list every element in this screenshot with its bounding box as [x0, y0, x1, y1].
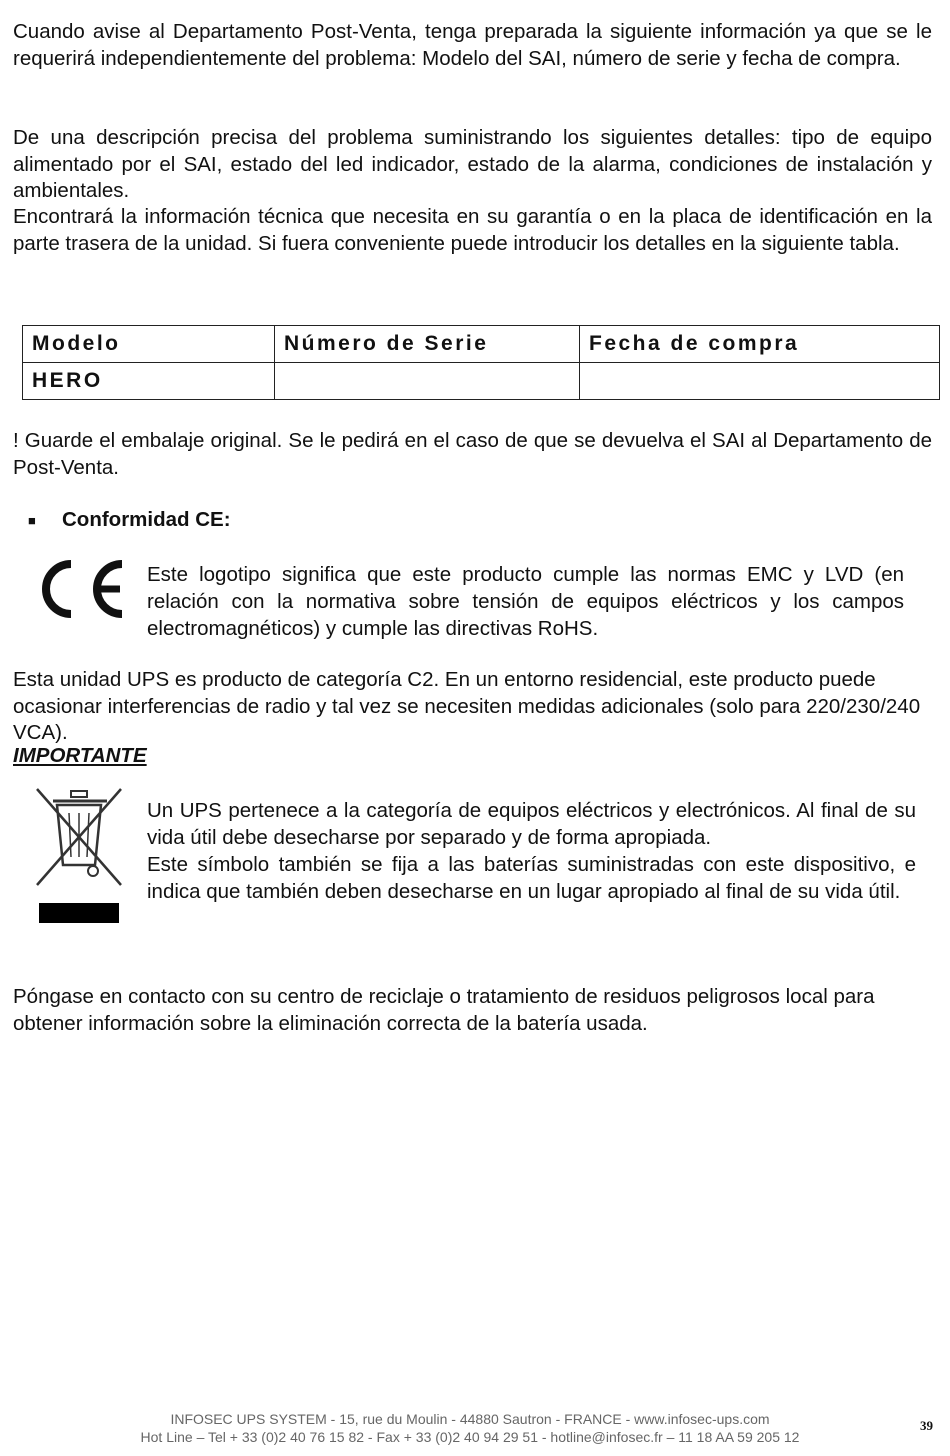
footer-hotline: Hot Line – Tel + 33 (0)2 40 76 15 82 - Fax + 33 (0)2 40 94 29 51 - hotline@infosec.fr – 11 18 AA 59 205 12: [140, 1429, 800, 1445]
table-cell-purchase-date: [580, 363, 940, 400]
bullet-square-icon: ■: [28, 513, 36, 528]
paragraph-keep-packaging: ! Guarde el embalaje original. Se le pedirá en el caso de que se devuelva el SAI al Departamento de Post-Venta.: [13, 429, 932, 479]
paragraph-problem-details: De una descripción precisa del problema suministrando los siguientes detalles: tipo de equipo alimentado por el SAI, estado del led indicador, estado de la alarma, condiciones de instalación y ambientales.: [13, 126, 932, 202]
paragraph-warranty-info: Cuando avise al Departamento Post-Venta, tenga preparada la siguiente información ya que se le requerirá independientemente del problema: Modelo del SAI, número de serie y fecha de compra.: [13, 20, 932, 70]
weee-description: [147, 797, 916, 905]
ce-heading: Conformidad CE:: [62, 508, 231, 531]
important-heading: IMPORTANTE: [13, 744, 147, 767]
page-footer: [60, 1410, 880, 1446]
table-header-serial: Número de Serie: [275, 326, 580, 363]
table-header-model: Modelo: [23, 326, 275, 363]
ce-description: Este logotipo significa que este producto cumple las normas EMC y LVD (en relación con la normativa sobre tensión de equipos eléctricos y los campos electromagnéticos) y cumple las directivas RoHS.: [147, 563, 904, 640]
paragraph-technical-info: Encontrará la información técnica que necesita en su garantía o en la placa de identificación en la parte trasera de la unidad. Si fuera conveniente puede introducir los detalles en la siguiente tabla.: [13, 205, 932, 255]
footer-address: INFOSEC UPS SYSTEM - 15, rue du Moulin - 44880 Sautron - FRANCE - www.infosec-ups.com: [170, 1411, 770, 1427]
weee-text-line-2: Este símbolo también se fija a las baterías suministradas con este dispositivo, e indica que también deben desecharse en un lugar apropiado al final de su vida útil.: [147, 853, 916, 903]
table-cell-serial: [275, 363, 580, 400]
crossed-out-wheelie-bin-icon: [33, 785, 125, 929]
paragraph-category-c2: Esta unidad UPS es producto de categoría C2. En un entorno residencial, este producto puede ocasionar interferencias de radio y tal vez se necesiten medidas adicionales (solo para 220/230/240 VCA).: [13, 668, 921, 744]
product-info-table: [22, 325, 940, 400]
table-row: [23, 363, 940, 400]
page-number: 39: [920, 1418, 933, 1433]
table-cell-model: HERO: [23, 363, 275, 400]
paragraph-recycling-contact: Póngase en contacto con su centro de reciclaje o tratamiento de residuos peligrosos local para obtener información sobre la eliminación correcta de la batería usada.: [13, 985, 875, 1035]
ce-mark-icon: [38, 556, 126, 622]
weee-text-line-1: Un UPS pertenece a la categoría de equipos eléctricos y electrónicos. Al final de su vida útil debe desecharse por separado y de forma apropiada.: [147, 799, 916, 849]
table-header-row: [23, 326, 940, 363]
table-header-purchase-date: Fecha de compra: [580, 326, 940, 363]
